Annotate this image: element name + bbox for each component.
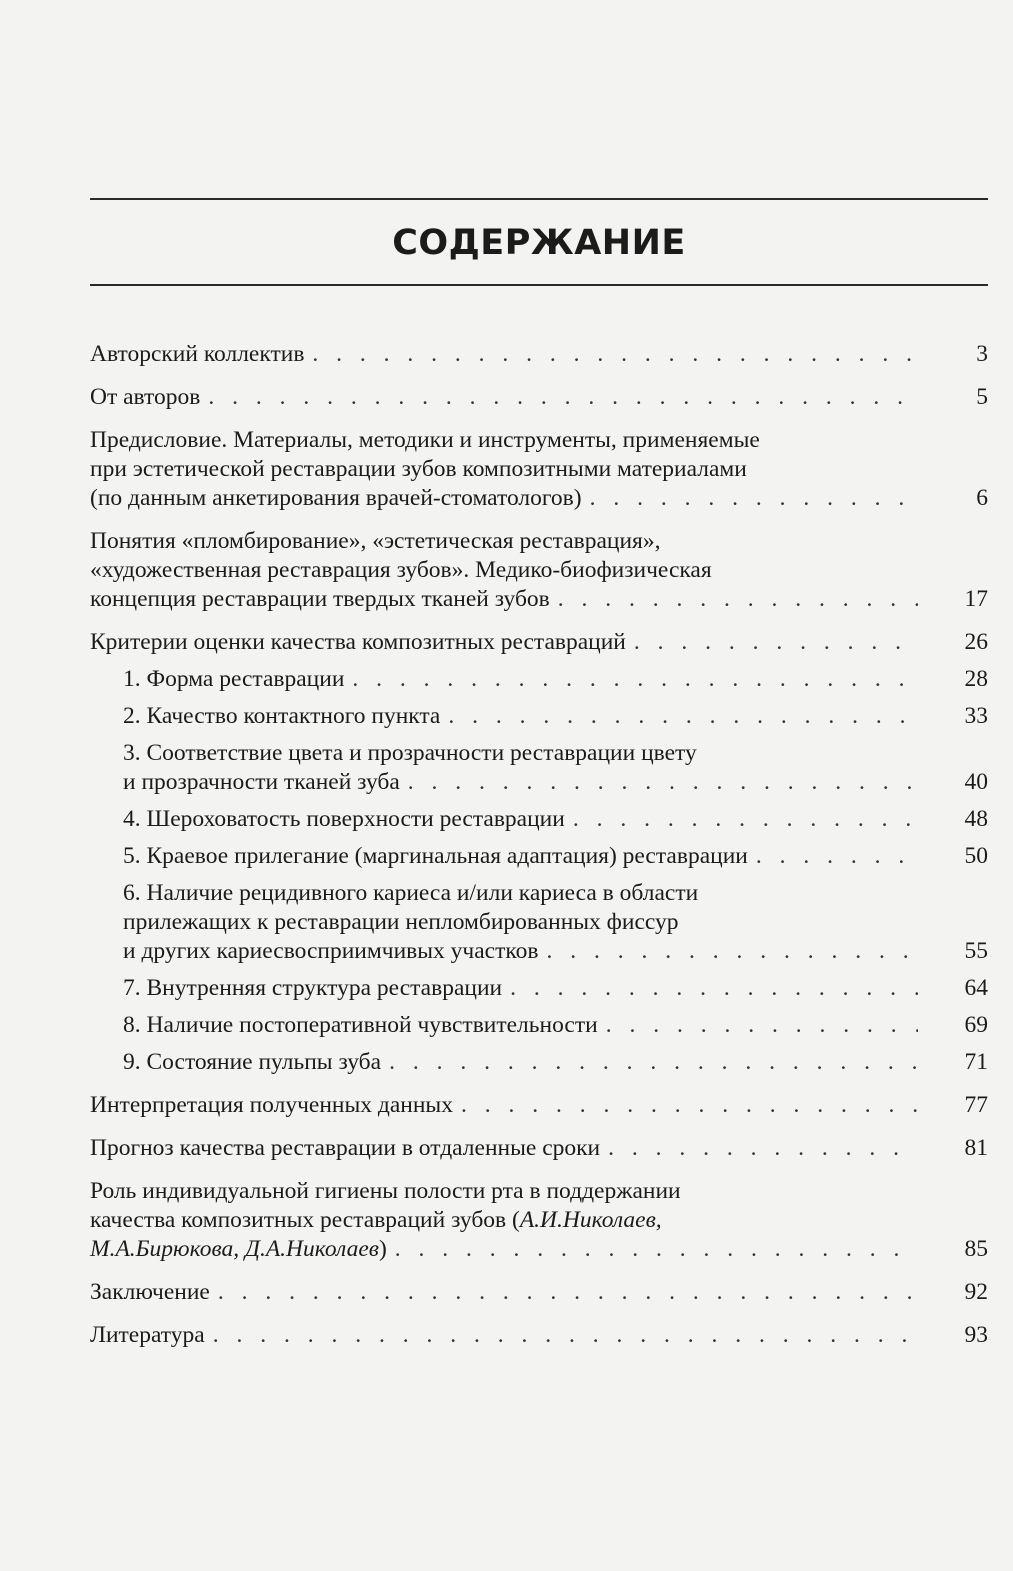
toc-entry-title: 9. Состояние пульпы зуба <box>123 1049 382 1075</box>
toc-subentry[interactable] <box>90 1011 988 1040</box>
toc-entry-title: прилежащих к реставрации непломбированных фиссур <box>123 909 679 935</box>
toc-entry[interactable] <box>90 1177 988 1264</box>
toc-page-number: 81 <box>964 1135 988 1161</box>
dot-leader <box>213 1321 918 1350</box>
dot-leader <box>395 1235 918 1264</box>
toc-entry-title: качества композитных реставраций зубов ( <box>90 1207 520 1233</box>
toc-entry-title-line <box>90 1235 387 1264</box>
dot-leader <box>606 1011 918 1040</box>
toc-page-number: 71 <box>964 1049 988 1075</box>
toc-subentry[interactable] <box>90 805 988 834</box>
toc-entry-title: 8. Наличие постоперативной чувствительности <box>123 1012 598 1038</box>
top-rule <box>90 198 988 200</box>
toc-page-number: 17 <box>964 586 988 612</box>
toc-subentry[interactable] <box>90 665 988 694</box>
toc-entry[interactable] <box>90 1091 988 1120</box>
toc-page-number: 3 <box>976 341 988 367</box>
toc-entry[interactable] <box>90 383 988 412</box>
toc-entry[interactable] <box>90 527 988 614</box>
dot-leader <box>408 768 918 797</box>
toc-entry-title-line <box>90 1206 988 1235</box>
toc-page-number: 64 <box>964 975 988 1001</box>
dot-leader <box>461 1091 918 1120</box>
toc-subentry[interactable] <box>90 879 988 966</box>
page-title: СОДЕРЖАНИЕ <box>392 223 686 263</box>
toc-entry-title: при эстетической реставрации зубов композитными материалами <box>90 456 747 482</box>
toc-entry-title: «художественная реставрация зубов». Медико-биофизическая <box>90 557 712 583</box>
dot-leader <box>510 974 918 1003</box>
toc-subentry[interactable] <box>90 1048 988 1077</box>
toc-page-number: 40 <box>964 769 988 795</box>
toc-page-number: 93 <box>964 1322 988 1348</box>
toc-entry-title: и прозрачности тканей зуба <box>123 769 400 795</box>
table-of-contents <box>90 340 988 1350</box>
toc-entry-title: 1. Форма реставрации <box>123 666 345 692</box>
toc-subentry[interactable] <box>90 974 988 1003</box>
toc-page-number: 26 <box>964 629 988 655</box>
toc-subentry[interactable] <box>90 739 988 797</box>
toc-entry-title: и других кариесвосприимчивых участков <box>123 938 539 964</box>
toc-page-number: 92 <box>964 1279 988 1305</box>
toc-entry-title: ) <box>378 1236 387 1262</box>
dot-leader <box>218 1278 918 1307</box>
toc-entry-title: Авторский коллектив <box>90 341 305 367</box>
toc-page-number: 6 <box>976 485 988 511</box>
toc-entry-title: 6. Наличие рецидивного кариеса и/или кариеса в области <box>123 880 699 906</box>
toc-subentry[interactable] <box>90 842 988 871</box>
toc-entry-authors: А.И.Николаев, <box>519 1207 662 1233</box>
toc-entry-title: Литература <box>90 1322 205 1348</box>
bottom-rule <box>90 284 988 286</box>
toc-entry[interactable] <box>90 426 988 513</box>
toc-page-number: 50 <box>964 843 988 869</box>
toc-entry[interactable] <box>90 628 988 657</box>
toc-entry-title: 2. Качество контактного пункта <box>123 703 441 729</box>
toc-entry[interactable] <box>90 1134 988 1163</box>
dot-leader <box>756 842 918 871</box>
toc-entry-title: (по данным анкетирования врачей-стоматологов) <box>90 485 582 511</box>
toc-entry-title: Интерпретация полученных данных <box>90 1092 453 1118</box>
dot-leader <box>448 702 918 731</box>
toc-subentry[interactable] <box>90 702 988 731</box>
toc-entry-title: 3. Соответствие цвета и прозрачности реставрации цвету <box>123 740 697 766</box>
dot-leader <box>389 1048 918 1077</box>
toc-page-number: 85 <box>964 1236 988 1262</box>
toc-entry-title: Предисловие. Материалы, методики и инструменты, применяемые <box>90 427 760 453</box>
toc-entry-title: Заключение <box>90 1279 210 1305</box>
toc-entry-title: Критерии оценки качества композитных реставраций <box>90 629 626 655</box>
dot-leader <box>558 585 918 614</box>
dot-leader <box>312 340 918 369</box>
toc-entry-title: Роль индивидуальной гигиены полости рта в поддержании <box>90 1178 681 1204</box>
dot-leader <box>573 805 918 834</box>
toc-entry[interactable] <box>90 1278 988 1307</box>
toc-entry-title: 5. Краевое прилегание (маргинальная адаптация) реставрации <box>123 843 748 869</box>
toc-entry-title: Понятия «пломбирование», «эстетическая реставрация», <box>90 528 661 554</box>
toc-page-number: 77 <box>964 1092 988 1118</box>
toc-page-number: 28 <box>964 666 988 692</box>
toc-entry[interactable] <box>90 1321 988 1350</box>
toc-page-number: 5 <box>976 384 988 410</box>
toc-entry-authors: М.А.Бирюкова, Д.А.Николаев <box>90 1236 379 1262</box>
toc-entry-title: 7. Внутренняя структура реставрации <box>123 975 503 1001</box>
dot-leader <box>352 665 918 694</box>
dot-leader <box>634 628 918 657</box>
dot-leader <box>208 383 918 412</box>
toc-entry-title: концепция реставрации твердых тканей зубов <box>90 586 550 612</box>
toc-entry-title: Прогноз качества реставрации в отдаленные сроки <box>90 1135 601 1161</box>
toc-page-number: 55 <box>964 938 988 964</box>
toc-entry[interactable] <box>90 340 988 369</box>
toc-page-number: 48 <box>964 806 988 832</box>
toc-entry-title: 4. Шероховатость поверхности реставрации <box>123 806 565 832</box>
toc-entry-title: От авторов <box>90 384 201 410</box>
dot-leader <box>590 484 918 513</box>
dot-leader <box>546 937 918 966</box>
dot-leader <box>608 1134 918 1163</box>
toc-page-number: 33 <box>964 703 988 729</box>
toc-page-number: 69 <box>964 1012 988 1038</box>
